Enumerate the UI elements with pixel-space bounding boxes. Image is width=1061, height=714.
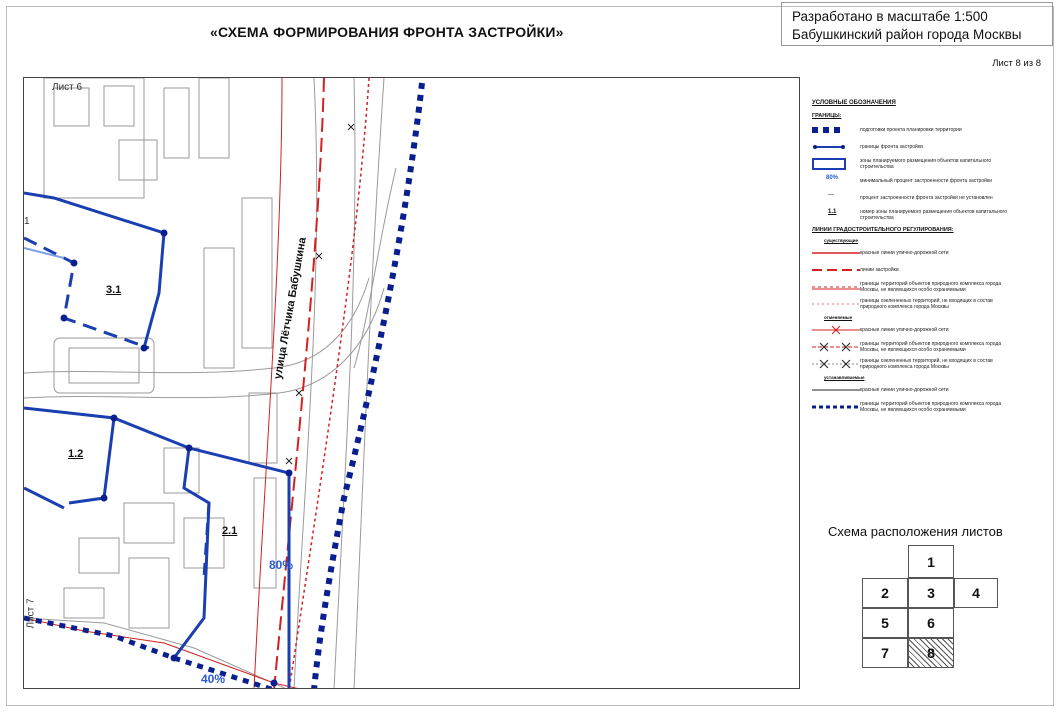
red-cross-multi-icon (812, 341, 860, 353)
legend-item: подготовки проекта планировки территории (812, 124, 1017, 136)
sheet-cell-6[interactable]: 6 (908, 608, 954, 638)
building (164, 448, 199, 493)
road-edge (334, 78, 355, 689)
legend-item: границы территорий объектов природного комплекса города Москвы, не являющихся особо охраняемыми (812, 281, 1017, 293)
blue-thick-dotted-icon (812, 401, 860, 413)
building (119, 140, 157, 180)
zone-1-2-front-b (69, 418, 114, 503)
legend-item: зоны планируемого размещения объектов капитального строительства (812, 158, 1017, 170)
edge-mark: 1 (24, 216, 30, 227)
percent-sample: 80% (826, 175, 839, 181)
legend-established-heading: устанавливаемые (824, 375, 865, 380)
legend-item: — процент застроенности фронта застройки не установлен (812, 192, 1017, 204)
building (54, 88, 89, 126)
red-cross-icon (812, 324, 860, 336)
blue-square-dash-icon (812, 124, 860, 136)
zone-3-1-front-dashed (24, 238, 149, 348)
street-name-label: улица Лётчика Бабушкина (272, 236, 309, 381)
building (129, 558, 169, 628)
percent-label-80: 80% (269, 558, 294, 572)
sheet-label-top: Лист 6 (52, 82, 83, 93)
sheet-cell-1[interactable]: 1 (908, 545, 954, 578)
sheet-cell-3[interactable]: 3 (908, 578, 954, 608)
legend-item: 1.1 номер зоны планируемого размещения объектов капитального строительства (812, 209, 1017, 221)
legend-item: красные линии улично-дорожной сети (812, 324, 1017, 336)
red-dot-icon (812, 281, 860, 293)
red-line-thin (254, 78, 282, 689)
building (204, 248, 234, 368)
sheet-cell-7[interactable]: 7 (862, 638, 908, 668)
legend-existing-heading: существующие (824, 238, 859, 243)
sheet-cell-5[interactable]: 5 (862, 608, 908, 638)
project-boundary (314, 83, 422, 689)
legend-item: красные линии улично-дорожной сети (812, 384, 1017, 396)
zone-2-1-front (174, 448, 209, 658)
blue-rect-icon (812, 158, 860, 170)
black-cross-icon (812, 358, 860, 370)
legend-item: границы озелененных территорий, не входящих в состав природного комплекса города Москвы (812, 358, 1017, 370)
zone-edge-front (24, 488, 64, 508)
sheet-counter: Лист 8 из 8 (992, 58, 1041, 69)
zone-number-sample: 1.1 (828, 209, 837, 215)
legend-regulation-heading: ЛИНИИ ГРАДОСТРОИТЕЛЬНОГО РЕГУЛИРОВАНИЯ: (812, 227, 954, 233)
building (79, 538, 119, 573)
base-linework (24, 78, 396, 689)
building (242, 198, 272, 348)
legend-item: линии застройки (812, 264, 1017, 276)
legend-item: границы озелененных территорий, не входящих в состав природного комплекса города Москвы (812, 298, 1017, 310)
legend-item: 80% минимальный процент застроенности фронта застройки (812, 175, 1017, 187)
red-solid-icon (812, 247, 860, 259)
scale-line: Разработано в масштабе 1:500 (792, 9, 988, 24)
sheet-label-left: Лист 7 (25, 598, 37, 629)
zone-label-1-2: 1.2 (68, 448, 84, 460)
map-canvas (24, 78, 800, 689)
percent-label-40: 40% (201, 672, 226, 686)
sheet-cell-4[interactable]: 4 (954, 578, 998, 608)
building (104, 86, 134, 126)
sheet-layout-grid (860, 545, 1000, 670)
building (199, 78, 229, 158)
legend-item: границы фронта застройки (812, 141, 1017, 153)
sheet-layout-title: Схема расположения листов (828, 524, 1003, 539)
legend-item: границы территорий объектов природного комплекса города Москвы, не являющихся особо охраняемыми (812, 341, 1017, 353)
project-boundary-bottom (24, 618, 274, 689)
building (64, 588, 104, 618)
legend-cancelled-heading: отменяемые (824, 315, 853, 320)
red-dotted-line (289, 78, 369, 689)
blue-dot-line-icon (812, 141, 860, 153)
road-curb (24, 278, 369, 373)
building (69, 348, 139, 383)
zone-3-1-front (24, 193, 164, 348)
zone-label-2-1: 2.1 (222, 525, 238, 537)
sheet-cell-8-current[interactable]: 8 (908, 638, 954, 668)
road-edge (354, 168, 396, 368)
building (164, 88, 189, 158)
red-dash-icon (812, 264, 860, 276)
legend (812, 100, 1017, 418)
sheet-cell-2[interactable]: 2 (862, 578, 908, 608)
red-dot-thin-icon (812, 298, 860, 310)
district-line: Бабушкинский район города Москвы (792, 27, 1022, 42)
legend-item: границы территорий объектов природного комплекса города Москвы, не являющихся особо охраняемыми (812, 401, 1017, 413)
map-area[interactable] (23, 77, 800, 689)
legend-title: УСЛОВНЫЕ ОБОЗНАЧЕНИЯ (812, 100, 896, 106)
page-title: «СХЕМА ФОРМИРОВАНИЯ ФРОНТА ЗАСТРОЙКИ» (210, 24, 564, 40)
zone-label-3-1: 3.1 (106, 284, 122, 296)
thin-solid-icon (812, 384, 860, 396)
building (249, 393, 277, 463)
scale-info-box (781, 2, 1053, 46)
legend-item: красные линии улично-дорожной сети (812, 247, 1017, 259)
building (124, 503, 174, 543)
building (184, 518, 224, 568)
dash-sample: — (828, 192, 834, 198)
legend-boundaries-heading: ГРАНИЦЫ: (812, 113, 842, 119)
